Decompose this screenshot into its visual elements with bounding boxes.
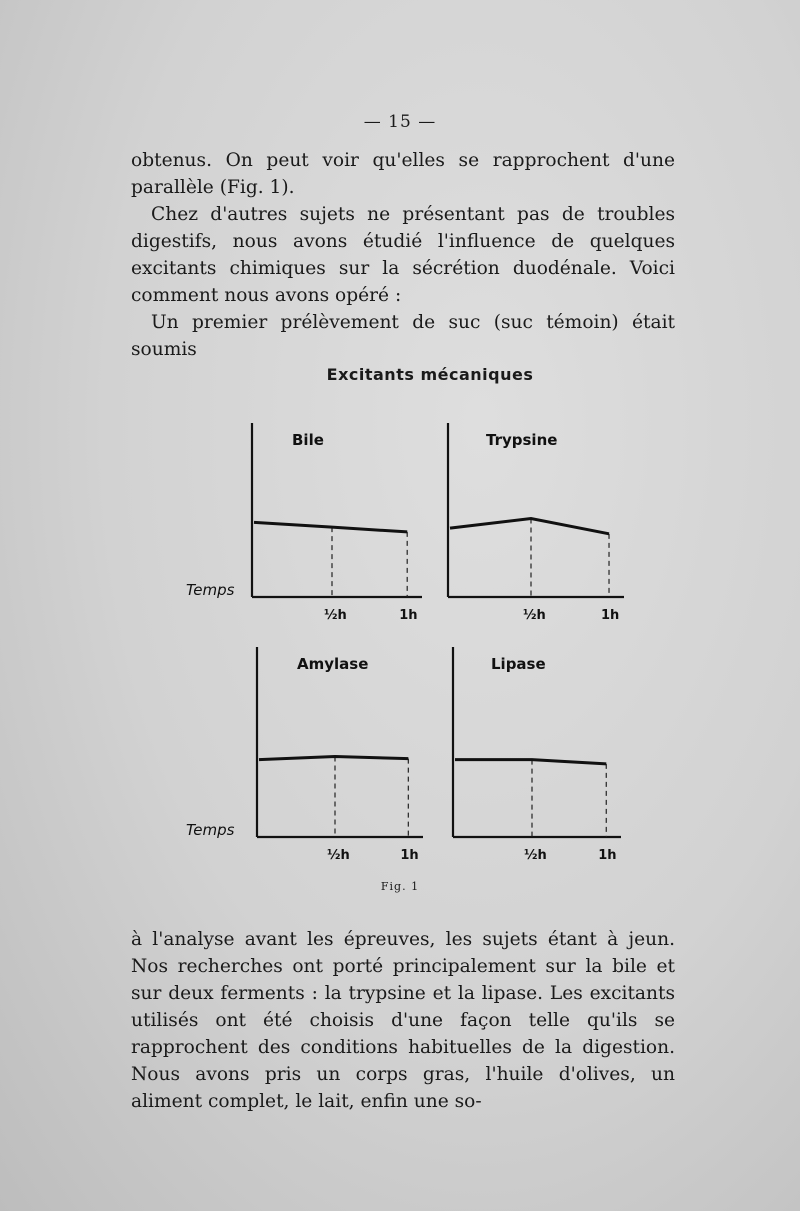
paragraph-1: obtenus. On peut voir qu'elles se rapprochent d'une parallèle (Fig. 1).	[131, 150, 675, 198]
paragraph-3-text: Un premier prélèvement de suc (suc témoin) était soumis	[131, 312, 675, 360]
panel-3-series-line	[455, 760, 606, 764]
paragraph-2	[131, 201, 675, 309]
figure-title: Excitants mécaniques	[326, 365, 534, 384]
panel-1-tick-0: ½h	[523, 608, 546, 623]
panel-3-tick-1: 1h	[598, 848, 617, 863]
paragraph-2-text: Chez d'autres sujets ne présentant pas de troubles digestifs, nous avons étudié l'influence de quelques excitants chimiques sur la sécrétion duodénale. Voici comment nous avons opéré :	[131, 204, 675, 306]
figure-1	[170, 355, 650, 895]
paragraph-4: à l'analyse avant les épreuves, les sujets étant à jeun. Nos recherches ont porté principalement sur la bile et sur deux ferments : la trypsine et la lipase. Les excitants utilisés ont été choisis d'une façon telle qu'ils se rapprochent des conditions habituelles de la digestion. Nous avons pris un corps gras, l'huile d'olives, un aliment complet, le lait, enfin une so-	[131, 929, 675, 1112]
panel-0-tick-0: ½h	[324, 608, 347, 623]
panel-0-title: Bile	[292, 431, 324, 449]
panel-3-title: Lipase	[491, 655, 546, 673]
panel-0-tick-1: 1h	[399, 608, 418, 623]
panel-2-tick-1: 1h	[400, 848, 419, 863]
figure-caption: Fig. 1	[380, 880, 420, 893]
panel-3-tick-0: ½h	[524, 848, 547, 863]
panel-0-series-line	[254, 522, 407, 532]
panel-2-series-line	[259, 757, 408, 760]
panel-2-title: Amylase	[297, 655, 369, 673]
panel-1-title: Trypsine	[486, 431, 558, 449]
page-number: — 15 —	[363, 112, 437, 132]
figure-charts	[170, 355, 650, 895]
panel-1-tick-1: 1h	[601, 608, 620, 623]
panel-2-tick-0: ½h	[327, 848, 350, 863]
temps-label-0: Temps	[186, 581, 235, 599]
temps-label-1: Temps	[186, 821, 235, 839]
panel-1-series-line	[450, 519, 609, 534]
